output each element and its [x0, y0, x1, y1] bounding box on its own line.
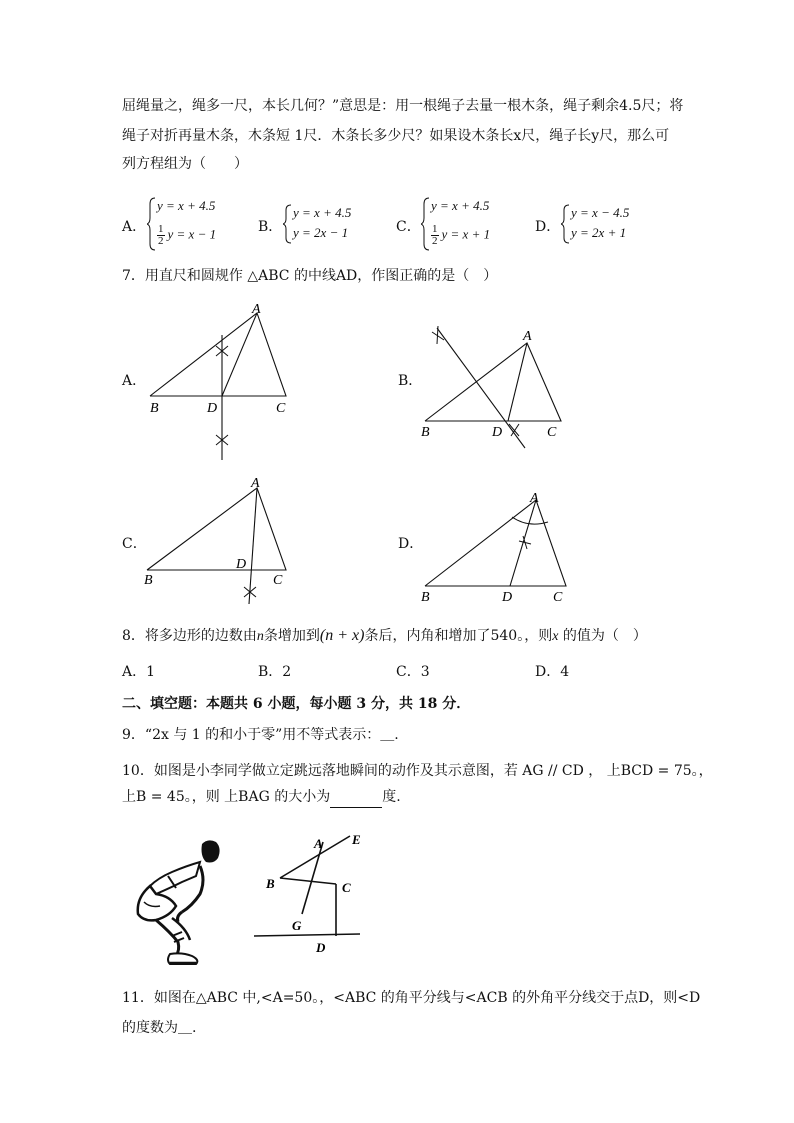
q7-option-a-figure[interactable] — [140, 300, 300, 465]
q6-option-b-label[interactable]: B． — [258, 219, 283, 235]
q10-line-2-part-1: 上B = 45。，则 上BAG 的大小为 — [122, 789, 331, 805]
point-d-label: D — [316, 940, 326, 955]
brace-icon — [421, 196, 431, 252]
point-a-label: A — [252, 302, 261, 317]
point-c-label: C — [276, 401, 286, 416]
q8-option-d[interactable]: D．4 — [535, 664, 570, 680]
q7-option-c-figure[interactable] — [140, 474, 300, 609]
point-b-label: B — [150, 401, 159, 416]
q6-option-b-system[interactable] — [283, 203, 383, 245]
q6-option-a-eq2-wrap — [157, 224, 216, 247]
q6-line-1: 屈绳量之，绳多一尺，本长几何？”意思是：用一根绳子去量一根木条，绳子剩余4.5尺；将 — [122, 98, 684, 114]
q10-line-2 — [122, 787, 401, 808]
q6-option-c-fraction: $\frac{1}{2}$ — [432, 223, 438, 247]
q8-stem-part-1: 8．将多边形的边数由 — [122, 628, 257, 644]
q10-answer-blank[interactable] — [330, 787, 382, 808]
q8-expr: (n + x) — [319, 627, 365, 644]
q6-line-3: 列方程组为（ ） — [122, 156, 248, 172]
point-g-label: G — [292, 918, 302, 933]
point-b-label: B — [144, 573, 153, 588]
q6-option-c-eq2-wrap — [431, 224, 490, 247]
point-e-label: E — [352, 832, 361, 847]
q8-stem — [122, 626, 647, 647]
point-d-label: D — [492, 425, 503, 440]
q6-option-a-system[interactable] — [147, 196, 257, 252]
brace-icon — [561, 203, 571, 245]
q8-var-x: x — [552, 629, 559, 644]
q10-schematic-figure — [250, 832, 375, 957]
q8-stem-part-4: 的值为（ ） — [558, 628, 647, 644]
q10-line-1: 10．如图是小李同学做立定跳远落地瞬间的动作及其示意图，若 AG // CD ， 上BCD = 75。， — [122, 763, 713, 779]
point-a-label: A — [530, 491, 539, 506]
q6-option-a-eq2: y = x − 1 — [167, 226, 217, 242]
point-d-label: D — [236, 557, 247, 572]
q8-stem-part-3: 条后，内角和增加了540。，则 — [364, 628, 553, 644]
q6-option-a-fraction: $\frac{1}{2}$ — [158, 223, 164, 247]
brace-icon — [283, 203, 293, 245]
q6-option-d-eq2: y = 2x + 1 — [571, 225, 627, 240]
q6-option-c-label[interactable]: C． — [396, 219, 421, 235]
point-b-label: B — [421, 590, 430, 605]
q10-jumper-figure — [130, 836, 230, 968]
point-a-label: A — [251, 476, 260, 491]
point-d-label: D — [207, 401, 218, 416]
q7-option-b-figure[interactable] — [415, 318, 575, 458]
q6-option-b-eq2: y = 2x − 1 — [293, 225, 349, 240]
q6-line-2: 绳子对折再量木条，木条短 1尺．木条长多少尺？如果设木条长x尺，绳子长y尺，那么可 — [122, 128, 670, 144]
point-c-label: C — [547, 425, 557, 440]
q6-option-c-eq2: y = x + 1 — [441, 226, 491, 242]
q8-option-b[interactable]: B．2 — [258, 664, 292, 680]
q9-text: 9．“2x 与 1 的和小于零”用不等式表示：＿. — [122, 727, 399, 743]
q6-option-d-label[interactable]: D． — [535, 219, 561, 235]
q6-option-d-eq1: y = x − 4.5 — [571, 205, 630, 220]
q8-stem-part-2: 条增加到 — [263, 628, 320, 644]
q11-line-1: 11．如图在△ABC 中,<A=50。，<ABC 的角平分线与<ACB 的外角平分线交于点D，则<D — [122, 990, 701, 1006]
q6-option-d-system[interactable] — [561, 203, 661, 245]
q6-option-a-eq1: y = x + 4.5 — [157, 198, 216, 213]
q6-option-c-system[interactable] — [421, 196, 531, 252]
q7-stem: 7．用直尺和圆规作 △ABC 的中线AD，作图正确的是（ ） — [122, 268, 498, 284]
q6-option-c-eq1: y = x + 4.5 — [431, 198, 490, 213]
point-b-label: B — [421, 425, 430, 440]
point-b-label: B — [266, 876, 275, 891]
point-c-label: C — [553, 590, 563, 605]
point-c-label: C — [342, 880, 351, 895]
section-2-heading: 二、填空题：本题共 6 小题，每小题 3 分，共 18 分． — [122, 696, 471, 712]
point-a-label: A — [523, 329, 532, 344]
q11-line-2: 的度数为＿. — [122, 1020, 197, 1036]
brace-icon — [147, 196, 157, 252]
q8-option-c[interactable]: C．3 — [396, 664, 430, 680]
point-c-label: C — [273, 573, 283, 588]
q6-option-b-eq1: y = x + 4.5 — [293, 205, 352, 220]
q10-line-2-part-2: 度. — [382, 789, 401, 805]
point-d-label: D — [502, 590, 513, 605]
q7-option-d-label[interactable]: D． — [398, 536, 424, 552]
q8-option-a[interactable]: A．1 — [122, 664, 156, 680]
q6-option-a-label[interactable]: A． — [122, 219, 147, 235]
q7-option-d-figure[interactable] — [415, 486, 575, 606]
q7-option-c-label[interactable]: C． — [122, 536, 147, 552]
q7-option-a-label[interactable]: A． — [122, 373, 147, 389]
q8-var-n: n — [256, 629, 264, 644]
q7-option-b-label[interactable]: B． — [398, 373, 423, 389]
point-a-label: A — [314, 836, 323, 851]
